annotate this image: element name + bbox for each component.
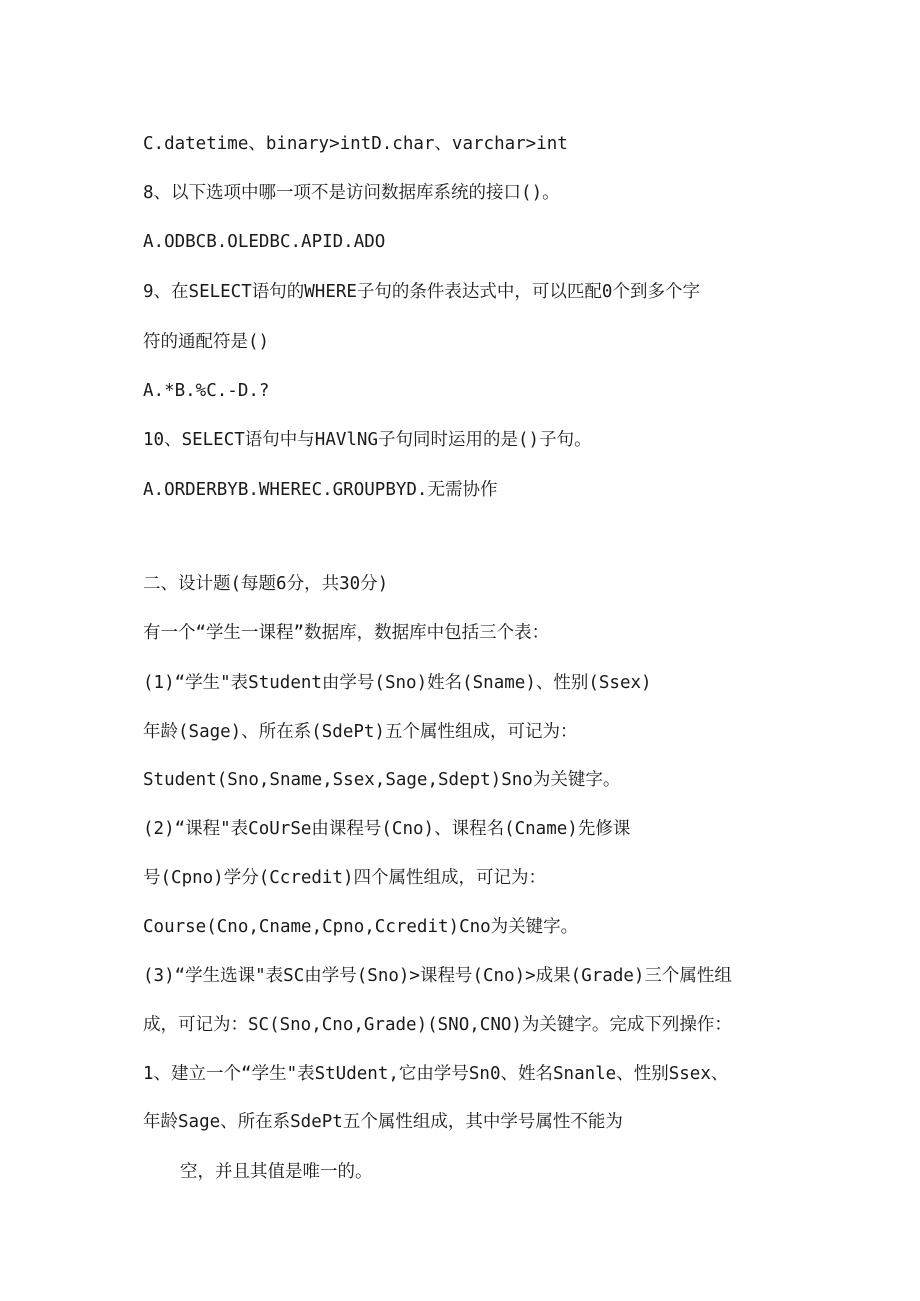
- table-course-schema: Course(Cno,Cname,Cpno,Ccredit)Cno为关键字。: [143, 917, 579, 937]
- table-sc-schema: 成，可记为：SC(Sno,Cno,Grade)(SNO,CNO)为关键字。完成下列操作：: [143, 1015, 732, 1035]
- q8-options: A.ODBCB.OLEDBC.APID.ADO: [143, 232, 386, 252]
- table-student-schema: Student(Sno,Sname,Ssex,Sage,Sdept)Sno为关键字。: [143, 770, 621, 790]
- q10-options: A.ORDERBYB.WHEREC.GROUPBYD.无需协作: [143, 480, 498, 500]
- q9-question-cont: 符的通配符是(): [143, 332, 270, 352]
- table-sc-desc: (3)“学生选课"表SC由学号(Sno)>课程号(Cno)>成果(Grade)三个属性组: [143, 966, 732, 986]
- task1-cont: 年龄Sage、所在系SdePt五个属性组成，其中学号属性不能为: [143, 1112, 623, 1132]
- table-course-desc: (2)“课程"表CoUrSe由课程号(Cno)、课程名(Cname)先修课: [143, 819, 631, 839]
- q9-options: A.*B.%C.-D.?: [143, 381, 270, 401]
- q7-options: C.datetime、binary>intD.char、varchar>int: [143, 134, 568, 154]
- q10-question: 10、SELECT语句中与HAVlNG子句同时运用的是()子句。: [143, 430, 592, 450]
- q9-question: 9、在SELECT语句的WHERE子句的条件表达式中，可以匹配0个到多个字: [143, 282, 700, 302]
- table-student-desc-cont: 年龄(Sage)、所在系(SdePt)五个属性组成，可记为：: [143, 722, 578, 742]
- task1-cont-2: 空，并且其值是唯一的。: [180, 1162, 373, 1182]
- table-student-desc: (1)“学生"表Student由学号(Sno)姓名(Sname)、性别(Ssex): [143, 673, 652, 693]
- db-intro: 有一个“学生一课程”数据库，数据库中包括三个表：: [143, 623, 550, 643]
- task1: 1、建立一个“学生"表StUdent,它由学号Sn0、姓名Snanle、性别Ssex、: [143, 1064, 729, 1084]
- table-course-desc-cont: 号(Cpno)学分(Ccredit)四个属性组成，可记为：: [143, 868, 547, 888]
- section-heading: 二、设计题(每题6分，共30分): [143, 574, 389, 594]
- q8-question: 8、以下选项中哪一项不是访问数据库系统的接口()。: [143, 183, 560, 203]
